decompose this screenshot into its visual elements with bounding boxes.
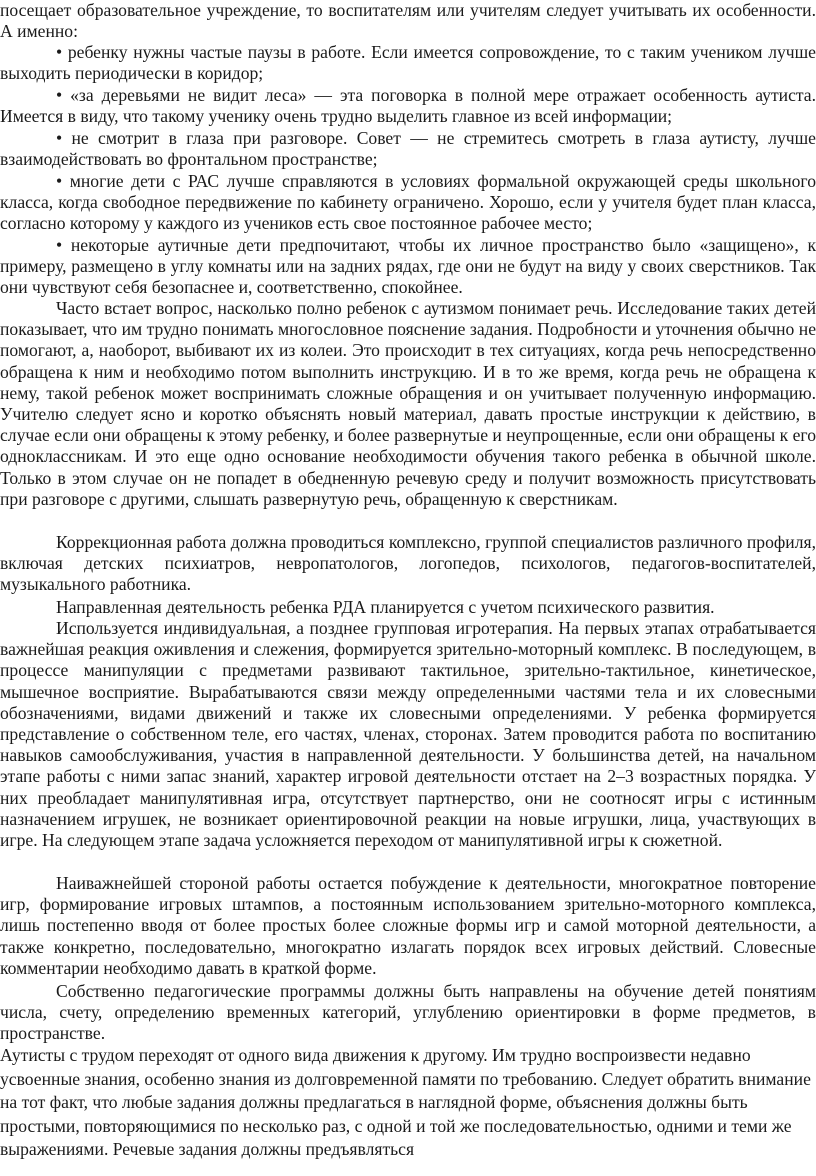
- bullet-item-formal-environment: • многие дети с РАС лучше справляются в условиях формальной окружающей среды школьного класса, когда свободное передвижение по кабинету ограничено. Хорошо, если у учителя будет план класса, согласно которому у каждого из учеников есть свое постоянное рабочее место;: [0, 171, 816, 234]
- bullet-item-forest: • «за деревьями не видит леса» — эта поговорка в полной мере отражает особенность аутиста. Имеется в виду, что такому ученику очень трудно выделить главное из всей информации;: [0, 85, 816, 127]
- paragraph-directed-activity: Направленная деятельность ребенка РДА планируется с учетом психического развития.: [56, 597, 715, 617]
- paragraph-motivation: Наиважнейшей стороной работы остается побуждение к деятельности, многократное повторение игр, формирование игровых штампов, а постоянным использованием зрительно-моторного комплекса, лишь постепенно вводя от более простых более сложные формы игр и самой моторной деятельности, а также конкретно, последовательно, многократно излагать порядок всех игровых действий. Словесные комментарии необходимо давать в краткой форме.: [0, 873, 816, 978]
- paragraph-autists-transitions: Аутисты с трудом переходят от одного вида движения к другому. Им трудно воспроизвести недавно усвоенные знания, особенно знания из долговременной памяти по требованию. Следует обратить внимание на тот факт, что любые задания должны предлагаться в наглядной форме, объяснения должны быть простыми, повторяющимися по несколько раз, с одной и той же последовательностью, одними и теми же выражениями. Речевые задания должны предъявляться: [0, 1045, 811, 1160]
- paragraph-pedagogical-programs: Собственно педагогические программы должны быть направлены на обучение детей понятиям числа, счету, определению временных категорий, углублению ориентировки в форме предметов, в пространстве.: [0, 981, 816, 1044]
- bullet-item-personal-space: • некоторые аутичные дети предпочитают, чтобы их личное пространство было «защищено», к примеру, размещено в углу комнаты или на задних рядах, где они не будут на виду у своих сверстников. Так они чувствуют себя безопаснее и, соответственно, спокойнее.: [0, 235, 816, 298]
- paragraph-play-therapy: Используется индивидуальная, а позднее групповая игротерапия. На первых этапах отрабатывается важнейшая реакция оживления и слежения, формируется зрительно-моторный комплекс. В последующем, в процессе манипуляции с предметами развивают тактильное, зрительно-тактильное, кинетическое, мышечное восприятие. Вырабатываются связи между определенными частями тела и их словесными обозначениями, видами движений и также их словесными определениями. У ребенка формируется представление о собственном теле, его частях, членах, сторонах. Затем проводится работа по воспитанию навыков самообслуживания, участия в направленной деятельности. У большинства детей, на начальном этапе работы с ними запас знаний, характер игровой деятельности отстает на 2–3 возрастных порядка. У них преобладает манипулятивная игра, отсутствует партнерство, они не соотносят игры с истинным назначением игрушек, не возникает ориентировочной реакции на новые игрушки, лица, участвующих в игре. На следующем этапе задача усложняется переходом от манипулятивной игры к сюжетной.: [0, 618, 816, 851]
- bullet-item-eye-contact: • не смотрит в глаза при разговоре. Совет — не стремитесь смотреть в глаза аутисту, лучше взаимодействовать во фронтальном пространстве;: [0, 128, 816, 170]
- paragraph-correction-work: Коррекционная работа должна проводиться комплексно, группой специалистов различного профиля, включая детских психиатров, невропатологов, логопедов, психологов, педагогов-воспитателей, музыкального работника.: [0, 532, 816, 595]
- bullet-item-pauses: • ребенку нужны частые паузы в работе. Если имеется сопровождение, то с таким учеником лучше выходить периодически в коридор;: [0, 42, 816, 84]
- paragraph-speech-understanding: Часто встает вопрос, насколько полно ребенок с аутизмом понимает речь. Исследование таких детей показывает, что им трудно понимать многословное пояснение задания. Подробности и уточнения обычно не помогают, а, наоборот, выбивают их из колеи. Это происходит в тех ситуациях, когда речь непосредственно обращена к ним и необходимо потом выполнить инструкцию. И в то же время, когда речь не обращена к нему, такой ребенок может воспринимать сложные обращения и он учитывает полученную информацию. Учителю следует ясно и коротко объяснять новый материал, давать простые инструкции к действию, в случае если они обращены к этому ребенку, и более развернутые и неупрощенные, если они обращены к его одноклассникам. И это еще одно основание необходимости обучения такого ребенка в обычной школе. Только в этом случае он не попадет в обедненную речевую среду и получит возможность присутствовать при разговоре с другими, слышать развернутую речь, обращенную к сверстникам.: [0, 298, 816, 509]
- paragraph-intro-continuation: посещает образовательное учреждение, то воспитателям или учителям следует учитывать их особенности. А именно:: [0, 0, 816, 42]
